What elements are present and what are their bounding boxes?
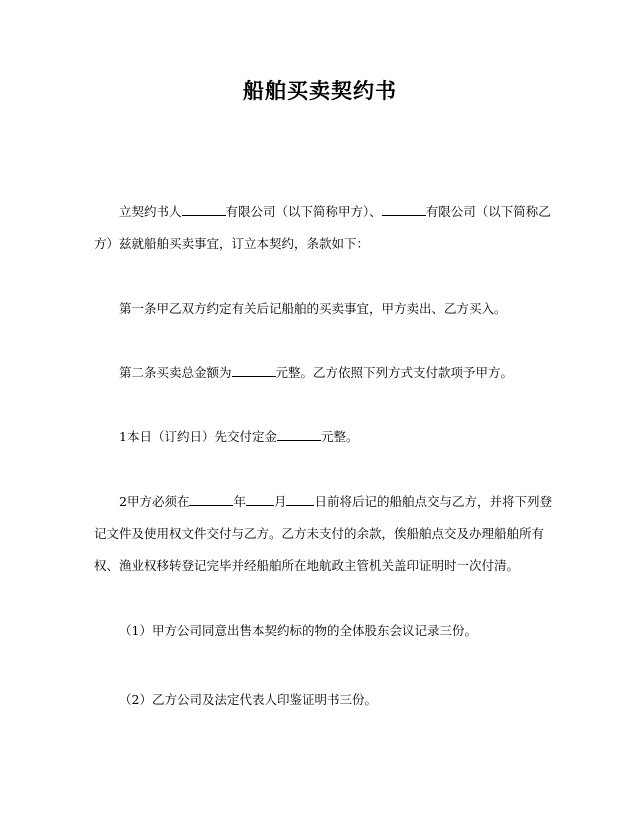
document-title: 船舶买卖契约书 — [243, 79, 397, 103]
year-blank — [189, 493, 233, 506]
paragraph-delivery — [94, 486, 556, 582]
article-2-text-1: 第二条买卖总金额为 — [119, 365, 232, 380]
paragraph-article-1: 第一条甲乙双方约定有关后记船舶的买卖事宜，甲方卖出、乙方买入。 — [119, 301, 507, 316]
delivery-text-2: 日前将后记的船舶点交与乙方，并将下列登记文件及使用权文件交付与乙方。乙方未支付的余款，俟船舶点交及办理船舶所有权、渔业权移转登记完毕并经船舶所在地航政主管机关盖印证明时一次付清。 — [94, 494, 552, 573]
article-2-text-2: 元整。乙方依照下列方式支付款项予甲方。 — [275, 365, 514, 380]
party-b-blank — [382, 203, 426, 216]
paragraph-parties — [94, 196, 556, 260]
parties-text-2: 有限公司（以下简称甲方）、 — [225, 204, 382, 219]
day-blank — [286, 493, 314, 506]
paragraph-item-1: （1）甲方公司同意出售本契约标的物的全体股东会议记录三份。 — [119, 623, 477, 638]
deposit-text-1: 1本日（订约日）先交付定金 — [119, 429, 277, 444]
delivery-text-month: 月 — [273, 494, 287, 509]
paragraph-deposit — [94, 421, 556, 453]
delivery-text-year: 年 — [233, 494, 246, 509]
total-amount-blank — [232, 364, 276, 377]
paragraph-article-2 — [94, 357, 556, 389]
parties-text-3: 有限公司（以下简称乙方）兹就船舶买卖事宜，订立本契约，条款如下： — [94, 204, 551, 251]
month-blank — [246, 493, 274, 506]
deposit-text-2: 元整。 — [320, 429, 359, 444]
deposit-amount-blank — [277, 428, 321, 441]
delivery-text-1: 2甲方必须在 — [119, 494, 190, 509]
paragraph-item-2: （2）乙方公司及法定代表人印鉴证明书三份。 — [119, 692, 377, 707]
party-a-blank — [182, 203, 226, 216]
parties-text-1: 立契约书人 — [119, 204, 182, 219]
